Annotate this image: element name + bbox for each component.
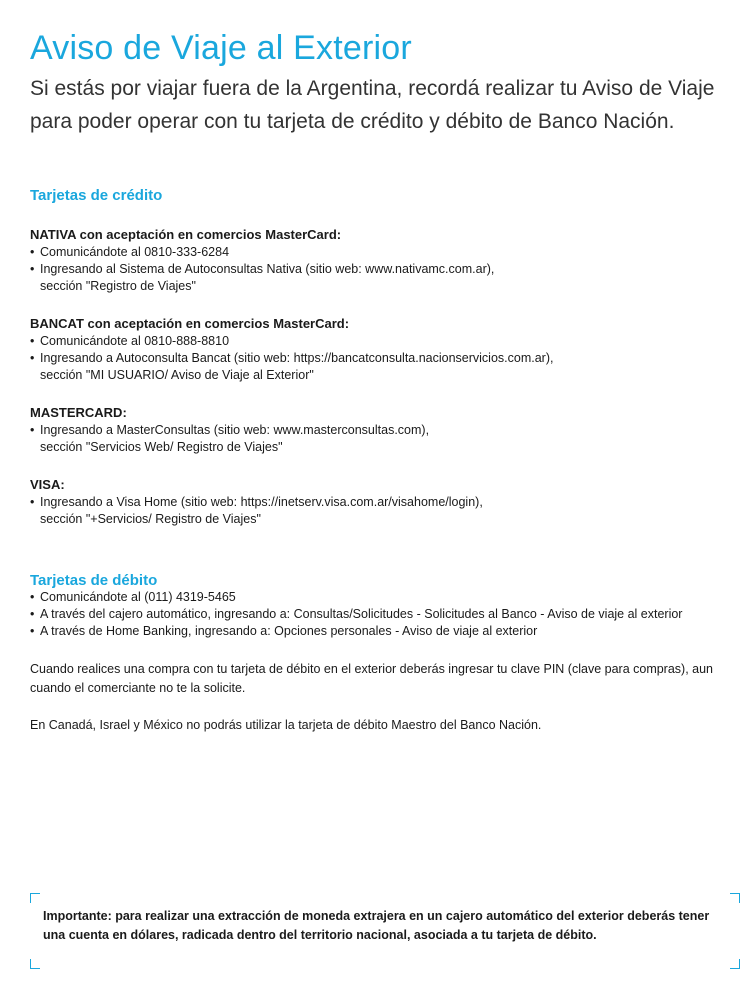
list-item: • Ingresando a MasterConsultas (sitio web: www.masterconsultas.com), sección "Servicios Web/ Registro de Viajes" <box>30 422 742 456</box>
list-item: • Comunicándote al 0810-888-8810 <box>30 333 742 350</box>
credit-group-nativa <box>30 226 742 295</box>
intro-text: Si estás por viajar fuera de la Argentina, recordá realizar tu Aviso de Viaje para poder operar con tu tarjeta de crédito y débito de Banco Nación. <box>30 77 715 133</box>
corner-mark <box>30 959 40 969</box>
list-item: • Comunicándote al 0810-333-6284 <box>30 244 742 261</box>
credit-group-bancat <box>30 315 742 384</box>
group-title: NATIVA con aceptación en comercios MasterCard: <box>30 227 342 242</box>
group-title: BANCAT con aceptación en comercios MasterCard: <box>30 316 350 331</box>
list-item: • Ingresando a Visa Home (sitio web: https://inetserv.visa.com.ar/visahome/login), sección "+Servicios/ Registro de Viajes" <box>30 494 742 528</box>
country-note: En Canadá, Israel y México no podrás utilizar la tarjeta de débito Maestro del Banco Nación. <box>30 718 542 732</box>
debit-cards-heading: Tarjetas de débito <box>30 572 158 589</box>
pin-note: Cuando realices una compra con tu tarjeta de débito en el exterior deberás ingresar tu clave PIN (clave para compras), aun cuando el comerciante no te la solicite. <box>30 662 714 695</box>
list-item: • A través del cajero automático, ingresando a: Consultas/Solicitudes - Solicitudes al Banco - Aviso de viaje al exterior <box>30 606 742 623</box>
important-notice <box>30 893 740 969</box>
list-item: • A través de Home Banking, ingresando a: Opciones personales - Aviso de viaje al exterior <box>30 623 742 640</box>
page-title: Aviso de Viaje al Exterior <box>30 29 412 67</box>
important-text: Importante: para realizar una extracción de moneda extrajera en un cajero automático del exterior deberás tener una cuenta en dólares, radicada dentro del territorio nacional, asociada a tu tarjeta de débito. <box>43 909 710 942</box>
list-item: • Ingresando al Sistema de Autoconsultas Nativa (sitio web: www.nativamc.com.ar), sección "Registro de Viajes" <box>30 261 742 295</box>
credit-group-mastercard <box>30 404 742 456</box>
credit-group-visa <box>30 476 742 528</box>
corner-mark <box>730 959 740 969</box>
document <box>30 0 742 735</box>
group-title: MASTERCARD: <box>30 405 127 420</box>
corner-mark <box>730 893 740 903</box>
credit-cards-heading: Tarjetas de crédito <box>30 187 163 204</box>
group-title: VISA: <box>30 477 65 492</box>
list-item: • Ingresando a Autoconsulta Bancat (sitio web: https://bancatconsulta.nacionservicios.com.ar), sección "MI USUARIO/ Aviso de Viaje al Exterior" <box>30 350 742 384</box>
list-item: • Comunicándote al (011) 4319-5465 <box>30 589 742 606</box>
debit-list <box>30 589 742 640</box>
corner-mark <box>30 893 40 903</box>
